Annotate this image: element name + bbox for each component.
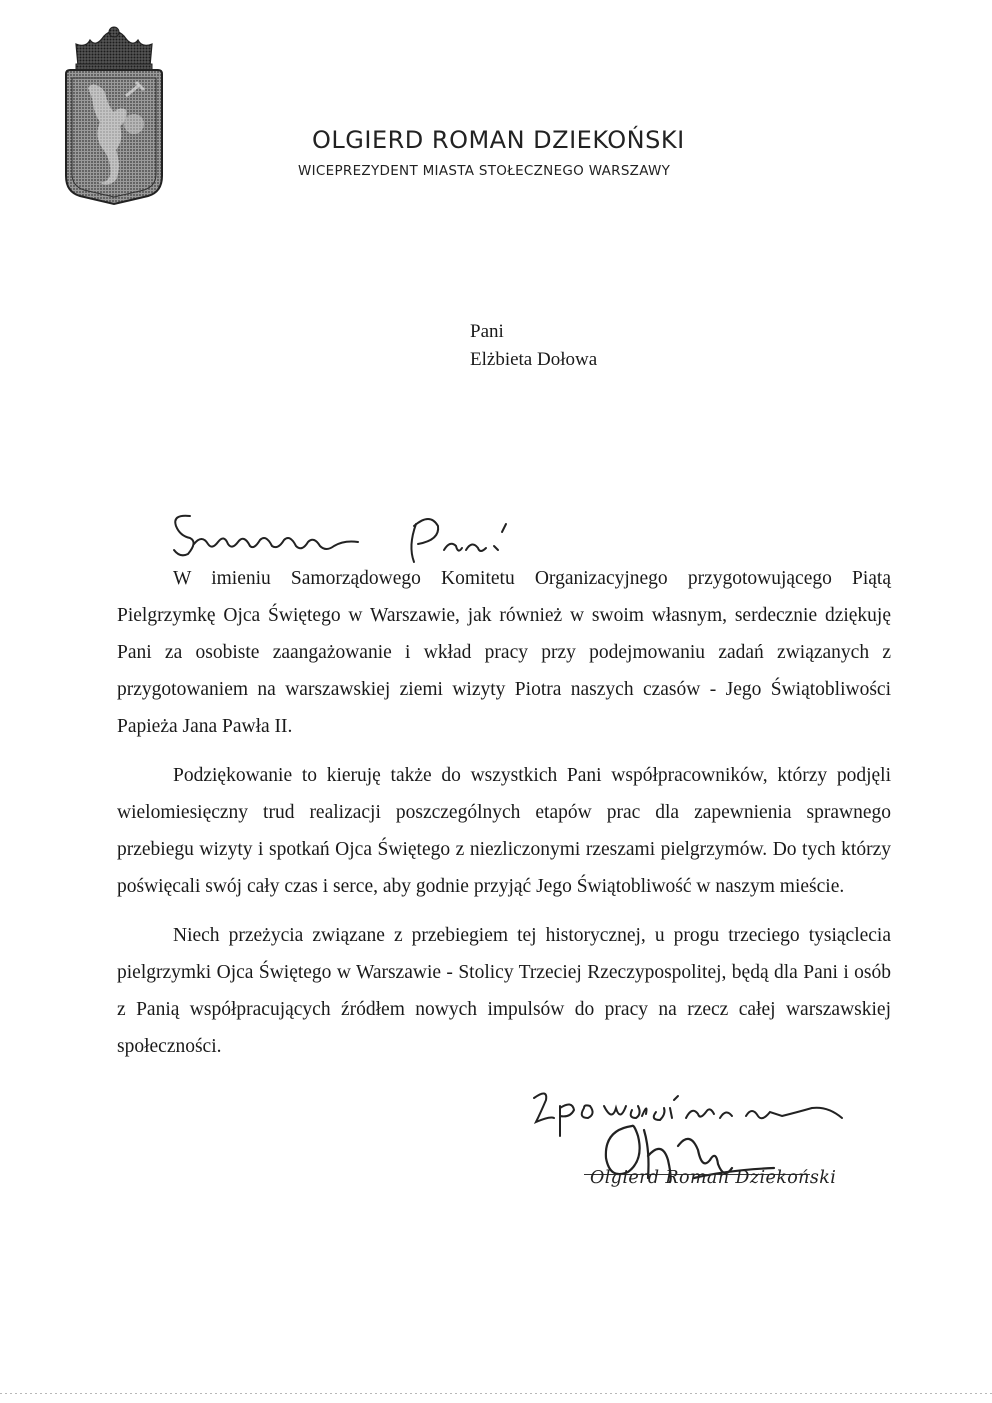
addressee-block: [470, 318, 597, 374]
warsaw-coat-of-arms-icon: [58, 26, 170, 206]
letterhead-title: WICEPREZYDENT MIASTA STOŁECZNEGO WARSZAWY: [298, 163, 671, 179]
body-paragraph-3: Niech przeżycia związane z przebiegiem tej historycznej, u progu trzeciego tysiąclecia pielgrzymki Ojca Świętego w Warszawie - Stolicy Trzeciej Rzeczypospolitej, będą dla Pani i osób z Panią współpracujących źródłem nowych impulsów do pracy na rzecz całej warszawskiej społeczności.: [117, 925, 891, 1057]
letter-body: [117, 560, 891, 1077]
scan-edge-artifact: [0, 1393, 992, 1394]
addressee-salutation-line: Pani: [470, 321, 504, 342]
letterhead-name: OLGIERD ROMAN DZIEKOŃSKI: [312, 126, 685, 154]
body-paragraph-1: W imieniu Samorządowego Komitetu Organizacyjnego przygotowującego Piątą Pielgrzymkę Ojca Świętego w Warszawie, jak również w swoim własnym, serdecznie dziękuję Pani za osobiste zaangażowanie i wkład pracy przy podejmowaniu zadań związanych z przygotowaniem na warszawskiej ziemi wizyty Piotra naszych czasów - Jego Świątobliwości Papieża Jana Pawła II.: [117, 568, 891, 737]
signer-name: Olgierd Roman Dziekoński: [590, 1168, 837, 1188]
body-paragraph-2: Podziękowanie to kieruję także do wszystkich Pani współpracowników, którzy podjęli wielomiesięczny trud realizacji poszczególnych etapów prac dla zapewnienia sprawnego przebiegu wizyty i spotkań Ojca Świętego z niezliczonymi rzeszami pielgrzymów. Do tych którzy poświęcali swój cały czas i serce, aby godnie przyjąć Jego Świątobliwość w naszym mieście.: [117, 765, 891, 897]
addressee-name: Elżbieta Dołowa: [470, 349, 598, 370]
